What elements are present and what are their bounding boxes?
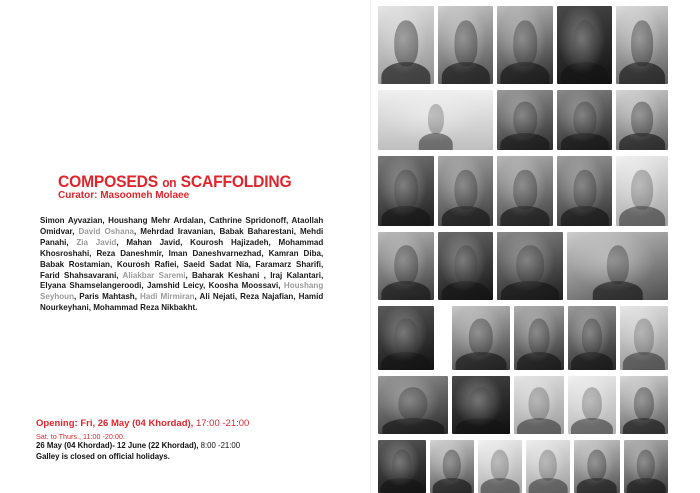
portrait-photo (478, 440, 522, 493)
portrait-grid (372, 0, 700, 493)
portrait-photo (514, 376, 564, 434)
portrait-photo (557, 156, 612, 226)
portrait-photo (497, 90, 553, 150)
portrait-photo (378, 232, 434, 300)
exhibition-dates (36, 441, 240, 450)
portrait-photo (568, 376, 616, 434)
names-segment-gray: Hadi Mirmiran (140, 291, 195, 302)
portrait-photo (378, 6, 434, 84)
portrait-photo (378, 90, 493, 150)
names-segment: , Ali Nejati, Reza Najafian, Hamid Nourkeyhani, Mohammad Reza Nikbakht. (40, 291, 324, 313)
portrait-photo (378, 156, 434, 226)
dates-range: 26 May (04 Khordad)- 12 June (22 Khordad), (36, 441, 199, 450)
names-segment: , Paris Mahtash, (73, 291, 137, 302)
portrait-photo (557, 6, 612, 84)
dates-time: 8:00 -21:00 (200, 441, 241, 450)
portrait-photo (438, 156, 493, 226)
portrait-photo (620, 306, 668, 370)
title-word-3: SCAFFOLDING (180, 172, 292, 191)
portrait-photo (514, 306, 564, 370)
portrait-photo (438, 6, 493, 84)
portrait-photo (616, 6, 668, 84)
names-segment: , Mehrdad Iravanian, Babak Baharestani, Mehdi Panahi, (40, 225, 324, 247)
portrait-photo (526, 440, 570, 493)
opening-label: Opening: Fri, 26 May (04 Khordad), (36, 418, 194, 429)
names-segment-gray: Zia Javid (76, 236, 117, 247)
names-segment: , Baharak Keshani , Iraj Kalantari, Elyana Shamselangeroodi, Jamshid Leicy, Koosha Moossavi, (40, 269, 324, 291)
names-segment-gray: David Oshana (78, 225, 134, 236)
opening-line (36, 418, 249, 429)
portrait-photo (620, 376, 668, 434)
artist-names (40, 215, 323, 313)
names-segment-gray: Aliakbar Saremi (122, 269, 186, 280)
portrait-photo (616, 90, 668, 150)
holiday-notice: Galley is closed on official holidays. (36, 452, 170, 461)
portrait-photo (452, 376, 510, 434)
title-word-1: COMPOSEDS (58, 172, 159, 191)
names-segment: Simon Ayvazian, Houshang Mehr Ardalan, Cathrine Spridonoff, Ataollah Omidvar, (40, 215, 324, 236)
names-segment-gray: Houshang Seyhoun (40, 280, 324, 302)
portrait-photo (616, 156, 668, 226)
portrait-photo (557, 90, 612, 150)
portrait-photo (497, 232, 563, 300)
portrait-photo (438, 232, 493, 300)
title-word-2: on (162, 175, 177, 190)
exhibition-title (58, 172, 292, 192)
portrait-photo (567, 232, 668, 300)
portrait-photo (430, 440, 474, 493)
portrait-photo (624, 440, 668, 493)
names-segment: , Mahan Javid, Kourosh Hajizadeh, Mohammad Khosroshahi, Reza Daneshmir, Iman Daneshvarnezhad, Kamran Diba, Babak Rostamian, Kourosh Rafiei, Saeid Sadat Nia, Faramarz Sharifi, Farid Shahsavarani, (40, 236, 324, 280)
portrait-photo (497, 6, 553, 84)
portrait-photo (574, 440, 620, 493)
portrait-photo (568, 306, 616, 370)
portrait-photo (378, 376, 448, 434)
curator-line: Curator: Masoomeh Molaee (58, 190, 190, 201)
panel-divider (370, 0, 371, 493)
portrait-photo (497, 156, 553, 226)
portrait-photo (378, 306, 434, 370)
opening-time: 17:00 -21:00 (195, 418, 250, 429)
portrait-photo (452, 306, 510, 370)
weekday-hours: Sat. to Thurs., 11:00 -20:00. (36, 432, 125, 441)
portrait-photo (378, 440, 426, 493)
